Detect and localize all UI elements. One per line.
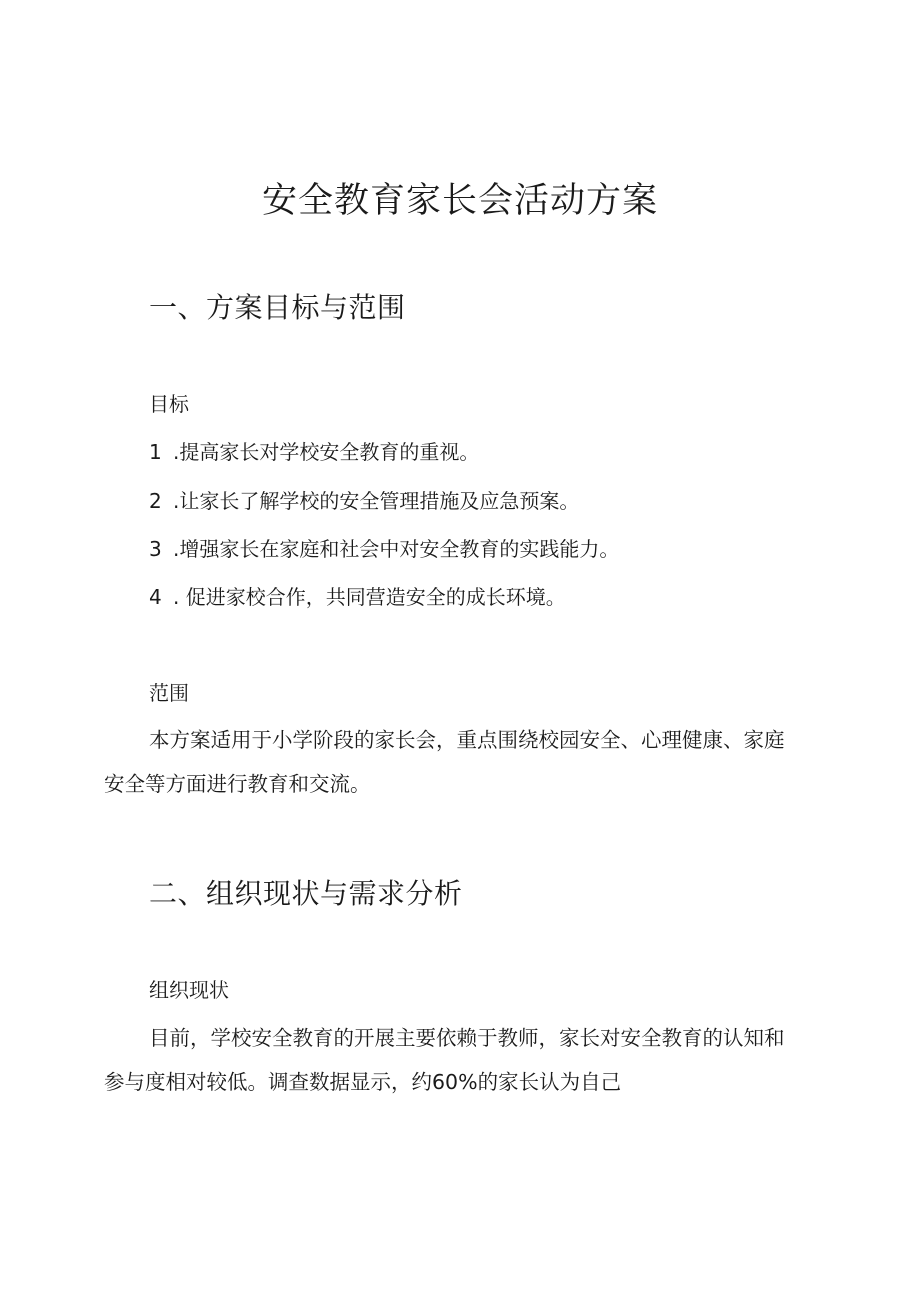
section-heading-2: 二、组织现状与需求分析	[149, 877, 463, 910]
goal-item-number: 3	[149, 537, 162, 561]
scope-paragraph: 本方案适用于小学阶段的家长会，重点围绕校园安全、心理健康、家庭安全等方面进行教育和交流。	[104, 728, 785, 796]
goal-item-3	[149, 535, 619, 563]
goal-item-4	[149, 583, 566, 611]
goal-item-number: 1	[149, 440, 162, 464]
goal-item-text: .增强家长在家庭和社会中对安全教育的实践能力。	[173, 537, 620, 561]
goal-item-text: .提高家长对学校安全教育的重视。	[173, 440, 480, 464]
section-heading-1: 一、方案目标与范围	[149, 291, 406, 324]
goal-item-1	[149, 438, 479, 466]
status-label: 组织现状	[149, 978, 229, 1002]
goal-item-text: . 促进家校合作，共同营造安全的成长环境。	[173, 585, 566, 609]
goal-item-number: 2	[149, 489, 162, 513]
goal-label: 目标	[149, 392, 189, 416]
document-title: 安全教育家长会活动方案	[261, 181, 658, 221]
scope-label: 范围	[149, 681, 189, 705]
goal-item-number: 4	[149, 585, 162, 609]
goal-item-2	[149, 487, 579, 515]
status-paragraph: 目前，学校安全教育的开展主要依赖于教师，家长对安全教育的认知和参与度相对较低。调查数据显示，约60%的家长认为自己	[104, 1026, 785, 1094]
goal-item-text: .让家长了解学校的安全管理措施及应急预案。	[173, 489, 580, 513]
